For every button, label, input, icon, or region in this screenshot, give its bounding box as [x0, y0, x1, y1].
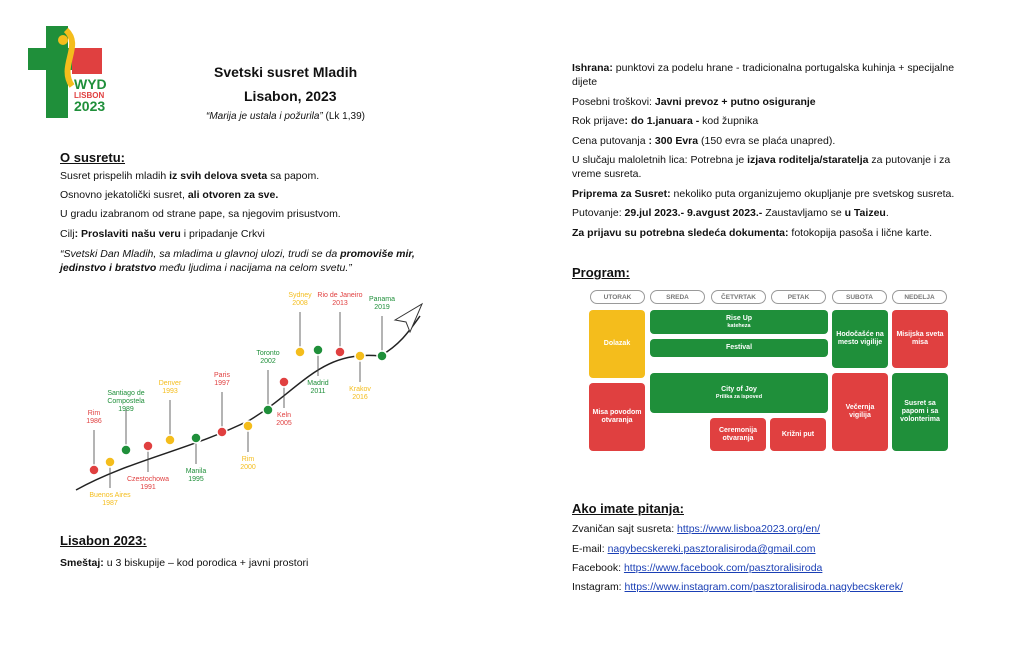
food-line-2: dijete: [572, 76, 598, 88]
block-misa-otvaranja: Misa povodom otvaranja: [589, 383, 645, 451]
block-vecernja: Večernja vigilija: [832, 373, 888, 451]
timeline-label: [352, 296, 412, 312]
timeline-city: Rim: [241, 456, 255, 463]
food-line: Ishrana: punktovi za podelu hrane - tradicionalna portugalska kuhinja + specijalne: [572, 62, 955, 74]
facebook-link[interactable]: https://www.facebook.com/pasztoralisiroda: [623, 562, 823, 574]
day-subota: SUBOTA: [832, 290, 887, 304]
timeline-year: 2016: [352, 394, 368, 401]
timeline-label: [166, 468, 226, 484]
timeline-dot: [217, 427, 227, 437]
timeline-year: 1991: [140, 484, 156, 491]
timeline-city: Keln: [276, 412, 291, 419]
timeline-year: 1995: [188, 476, 204, 483]
timeline-city: Czestochowa: [126, 476, 170, 483]
timeline-year: 1987: [102, 500, 118, 507]
timeline-city: Toronto: [256, 350, 280, 357]
contact-heading: Ako imate pitanja:: [572, 501, 684, 516]
costs-line: Posebni troškovi: Javni prevoz + putno osiguranje: [572, 96, 816, 108]
timeline-dot: [105, 457, 115, 467]
block-krizni-put: Križni put: [770, 418, 826, 451]
about-line-4: Cilj: Proslaviti našu veru i pripadanje Crkvi: [60, 228, 265, 240]
wyd-timeline: [70, 290, 430, 507]
timeline-city: Manila: [185, 468, 207, 475]
deadline-line: Rok prijave: do 1.januara - kod župnika: [572, 115, 759, 127]
contact-site: Zvaničan sajt susreta: https://www.lisboa2023.org/en/: [572, 523, 821, 535]
timeline-dot: [243, 421, 253, 431]
timeline-city: Sydney: [288, 292, 312, 299]
day-petak: PETAK: [771, 290, 826, 304]
timeline-label: [192, 372, 252, 388]
about-line-1: Susret prispelih mladih iz svih delova sveta sa papom.: [60, 170, 320, 182]
prep-line: Priprema za Susret: nekoliko puta organizujemo okupljanje pre svetskog susreta.: [572, 188, 955, 200]
program-heading: Program:: [572, 265, 630, 280]
block-city-of-joy: City of Joy Prilika za ispoved: [650, 373, 828, 413]
timeline-dot: [143, 441, 153, 451]
day-utorak: UTORAK: [590, 290, 645, 304]
logo-wyd: WYD: [74, 76, 107, 92]
timeline-label: [80, 492, 140, 508]
about-quote-2: jedinstvo i bratstvo među ljudima i nacijama na celom svetu.”: [60, 262, 352, 274]
timeline-city: Rio de Janeiro: [317, 292, 363, 299]
timeline-dot: [191, 433, 201, 443]
timeline-year: 2019: [374, 304, 390, 311]
price-line: Cena putovanja : 300 Evra (150 evra se plaća unapred).: [572, 135, 836, 147]
about-heading: O susretu:: [60, 150, 126, 165]
lodging-line: Smeštaj: u 3 biskupije – kod porodica + javni prostori: [60, 557, 309, 569]
timeline-label: [238, 350, 298, 366]
about-quote-1: “Svetski Dan Mladih, sa mladima u glavnoj ulozi, trudi se da promoviše mir,: [60, 248, 415, 260]
contact-instagram: Instagram: https://www.instagram.com/pasztoralisiroda.nagybecskerek/: [572, 581, 903, 593]
day-nedelja: NEDELJA: [892, 290, 947, 304]
timeline-dot: [121, 445, 131, 455]
timeline-year: 2008: [292, 300, 308, 307]
block-ceremonija: Ceremonija otvaranja: [710, 418, 766, 451]
timeline-year: 1993: [162, 388, 178, 395]
timeline-year: 2005: [276, 420, 292, 427]
logo-lisbon: LISBON: [74, 91, 105, 100]
page-title: Svetski susret Mladih: [214, 64, 358, 80]
timeline-dot: [335, 347, 345, 357]
wyd-logo: [28, 26, 120, 118]
timeline-city: Buenos Aires: [89, 492, 131, 499]
timeline-year: 1997: [214, 380, 230, 387]
contact-email: E-mail: nagybecskereki.pasztoralisiroda@gmail.com: [572, 543, 816, 555]
timeline-city: Madrid: [307, 380, 329, 387]
block-festival: Festival: [650, 339, 828, 357]
timeline-label: [254, 412, 314, 428]
header-quote: “Marija je ustala i požurila” (Lk 1,39): [206, 111, 365, 122]
contact-facebook: Facebook: https://www.facebook.com/pasztoralisiroda: [572, 562, 823, 574]
timeline-year: 2000: [240, 464, 256, 471]
about-line-2: Osnovno jekatolički susret, ali otvoren za sve.: [60, 189, 279, 201]
block-misijska: Misijska sveta misa: [892, 310, 948, 368]
lisbon-heading: Lisabon 2023:: [60, 533, 147, 548]
minor-line-2: vreme susreta.: [572, 168, 642, 180]
block-rise-up: Rise Up kateheza: [650, 310, 828, 334]
timeline-city: Paris: [214, 372, 230, 379]
timeline-label: [218, 456, 278, 472]
page-subtitle: Lisabon, 2023: [244, 88, 337, 104]
logo-year: 2023: [74, 98, 106, 114]
about-line-3: U gradu izabranom od strane pape, sa njegovim prisustvom.: [60, 208, 341, 220]
trip-line: Putovanje: 29.jul 2023.- 9.avgust 2023.- Zaustavljamo se u Taizeu.: [572, 207, 889, 219]
timeline-dot: [377, 351, 387, 361]
timeline-dot: [313, 345, 323, 355]
block-hodocasce: Hodočašće na mesto vigilije: [832, 310, 888, 368]
timeline-dot: [89, 465, 99, 475]
minor-line: U slučaju maloletnih lica: Potrebna je izjava roditelja/staratelja za putovanje i za: [572, 154, 951, 166]
timeline-year: 1989: [118, 406, 134, 413]
timeline-city: Denver: [158, 380, 182, 387]
timeline-label: [330, 386, 390, 402]
block-dolazak: Dolazak: [589, 310, 645, 378]
timeline-label: [140, 380, 200, 396]
instagram-link[interactable]: https://www.instagram.com/pasztoralisiroda.nagybecskerek/: [624, 581, 903, 593]
timeline-year: 1986: [86, 418, 102, 425]
site-link[interactable]: https://www.lisboa2023.org/en/: [677, 523, 821, 535]
timeline-year: 2002: [260, 358, 276, 365]
timeline-city: Santiago de Compostela: [107, 390, 145, 405]
block-susret-papom: Susret sa papom i sa volonterima: [892, 373, 948, 451]
timeline-city: Panama: [368, 296, 396, 303]
email-link[interactable]: nagybecskereki.pasztoralisiroda@gmail.com: [607, 543, 816, 555]
timeline-city: Rim: [87, 410, 101, 417]
timeline-dot: [355, 351, 365, 361]
timeline-year: 2013: [332, 300, 348, 307]
timeline-city: Krakov: [349, 386, 371, 393]
docs-line: Za prijavu su potrebna sledeća dokumenta: fotokopija pasoša i lične karte.: [572, 227, 933, 239]
timeline-year: 2011: [310, 388, 326, 395]
day-sreda: SREDA: [650, 290, 705, 304]
day-cetvrtak: ČETVRTAK: [711, 290, 766, 304]
timeline-dot: [165, 435, 175, 445]
